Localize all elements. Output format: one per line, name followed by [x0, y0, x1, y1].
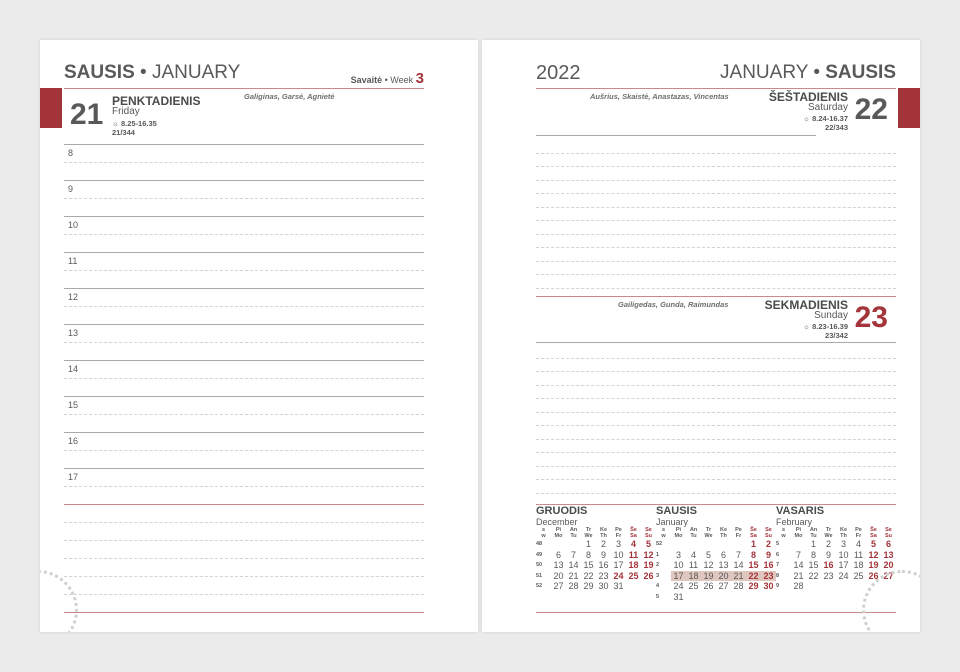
date-cell [761, 592, 776, 603]
date-cell: 14 [733, 560, 744, 570]
right-page [482, 40, 920, 632]
date-cell: 19 [701, 571, 716, 582]
date-cell: 6 [555, 549, 561, 560]
weekday-header: Tu [690, 532, 697, 539]
date-cell [791, 539, 806, 550]
year: 2022 [536, 62, 581, 84]
hour-label: 14 [68, 364, 79, 374]
date-cell: 5 [705, 549, 711, 560]
date-cell: 19 [868, 560, 879, 570]
half-hour-rule [64, 378, 424, 379]
date-cell: 25 [628, 570, 639, 581]
week-number-cell: 5 [776, 541, 780, 547]
half-hour-rule [64, 234, 424, 235]
hour-label: 9 [68, 184, 74, 194]
date-cell [701, 539, 716, 550]
date-cell: 16 [598, 560, 609, 570]
date-cell: 23 [823, 570, 834, 581]
name-days-sun: Gailigedas, Gunda, Raimundas [618, 300, 729, 309]
mini-grid [656, 528, 776, 602]
evening-rule [64, 504, 424, 505]
note-rule [64, 576, 424, 577]
week-number-cell: 48 [536, 541, 543, 547]
day-name-en-sun: Sunday [814, 310, 848, 321]
bottom-rule [536, 612, 896, 613]
note-rule [536, 385, 896, 386]
note-rule [536, 493, 896, 494]
hour-rule [64, 360, 424, 361]
note-rule [536, 220, 896, 221]
note-rule [536, 261, 896, 262]
weekday-header: s [661, 527, 666, 533]
half-hour-rule [64, 306, 424, 307]
mini-month-lt: SAUSIS [656, 505, 697, 517]
note-rule [536, 274, 896, 275]
hour-label: 17 [68, 472, 79, 482]
day-rule [536, 135, 816, 136]
weekday-header: Mo [794, 532, 803, 539]
weekday-header: Tu [810, 532, 817, 539]
date-cell: 28 [568, 581, 579, 591]
date-cell: 8 [750, 549, 756, 560]
weekday-header: Pi [675, 527, 682, 533]
weekday-header: Se [885, 527, 892, 533]
week-label [351, 70, 424, 87]
date-cell: 7 [570, 549, 576, 560]
date-cell: 16 [763, 560, 774, 570]
calendar-rule [536, 504, 896, 505]
date-cell: 13 [553, 560, 564, 570]
date-cell: 20 [883, 560, 894, 570]
date-cell: 26 [868, 570, 879, 581]
weekday-header: Ke [719, 527, 728, 533]
date-cell: 22 [808, 570, 819, 581]
note-rule [64, 558, 424, 559]
date-cell [731, 539, 746, 550]
note-rule [536, 398, 896, 399]
date-cell: 15 [583, 560, 594, 570]
date-cell [716, 539, 731, 550]
date-cell: 22 [583, 570, 594, 581]
note-rule [536, 247, 896, 248]
date-cell: 9 [600, 549, 606, 560]
weekday-header: Su [884, 532, 893, 539]
date-cell: 7 [795, 549, 801, 560]
day-name-en-sat: Saturday [807, 102, 848, 113]
week-number-cell: 2 [656, 562, 660, 568]
weekday-header: Pi [555, 527, 562, 533]
weekday-header: An [689, 527, 698, 533]
week-number-cell: 52 [536, 583, 543, 589]
date-cell: 3 [840, 539, 846, 549]
date-cell: 13 [883, 549, 894, 560]
date-cell: 26 [643, 570, 654, 581]
left-page [40, 40, 478, 632]
date-cell: 27 [718, 581, 729, 591]
date-cell: 5 [645, 539, 651, 549]
date-cell: 18 [628, 560, 639, 570]
weekday-header: w [541, 532, 546, 539]
date-cell: 14 [568, 560, 579, 570]
day-name-lt-sat: ŠEŠTADIENIS [768, 90, 848, 104]
weekday-header: Th [720, 532, 727, 539]
weekday-header: Pi [795, 527, 802, 533]
note-rule [64, 594, 424, 595]
note-rule [536, 234, 896, 235]
date-cell [686, 592, 701, 603]
date-cell: 10 [673, 560, 684, 570]
mini-month-en: January [656, 517, 689, 527]
date-cell: 25 [853, 570, 864, 581]
date-cell: 31 [613, 581, 624, 591]
mini-month-en: February [776, 517, 813, 527]
week-sep: • [384, 75, 388, 85]
note-rule [536, 371, 896, 372]
date-cell: 16 [823, 560, 834, 570]
hour-label: 12 [68, 292, 79, 302]
half-hour-rule [64, 162, 424, 163]
hour-rule [64, 324, 424, 325]
half-hour-rule [64, 270, 424, 271]
month-lt: SAUSIS [825, 62, 896, 83]
weekday-header: Mo [674, 532, 683, 539]
date-cell: 17 [671, 571, 686, 582]
half-hour-rule [64, 342, 424, 343]
note-rule [64, 540, 424, 541]
weekday-header: Se [645, 527, 652, 533]
left-month-title [64, 62, 240, 84]
hour-label: 10 [68, 220, 79, 230]
weekday-header: Pe [615, 527, 622, 533]
date-cell: 18 [853, 560, 864, 570]
date-cell: 6 [885, 539, 891, 549]
date-cell [821, 581, 836, 592]
hour-label: 16 [68, 436, 79, 446]
date-cell: 8 [810, 549, 816, 560]
date-cell [551, 539, 566, 550]
week-number-cell: 1 [656, 551, 660, 558]
date-cell: 12 [868, 549, 879, 560]
date-cell: 11 [628, 549, 639, 560]
note-rule [536, 479, 896, 480]
day-number: 21 [70, 98, 104, 131]
date-cell: 13 [718, 560, 729, 570]
right-month-title [720, 62, 896, 84]
hour-label: 15 [68, 400, 79, 410]
date-cell: 3 [615, 539, 621, 549]
weekday-header: An [569, 527, 578, 533]
week-number-cell: 3 [656, 572, 660, 579]
left-page-tab [40, 88, 62, 128]
bottom-rule [64, 612, 424, 613]
mini-calendar-january [656, 506, 776, 602]
note-rule [64, 522, 424, 523]
weekday-header: Th [840, 532, 847, 539]
week-en: Week [390, 75, 414, 85]
note-rule [536, 193, 896, 194]
weekday-header: Še [870, 527, 877, 533]
date-cell: 2 [765, 539, 771, 549]
weekday-header: Pe [855, 527, 862, 533]
date-cell: 6 [720, 549, 726, 560]
date-cell: 4 [855, 539, 861, 549]
weekday-header: Su [644, 532, 653, 539]
date-cell [566, 539, 581, 550]
date-cell: 1 [585, 539, 591, 549]
sunrise-sunset: ☼ 8.25-16.35 [112, 119, 157, 128]
note-rule [536, 412, 896, 413]
weekday-header: s [541, 527, 546, 533]
note-rule [536, 153, 896, 154]
day-name-lt: PENKTADIENIS [112, 94, 201, 108]
note-rule [536, 288, 896, 289]
date-cell: 26 [703, 581, 714, 591]
date-cell: 2 [600, 539, 606, 549]
weekday-header: Sa [630, 532, 637, 539]
note-rule [536, 180, 896, 181]
date-cell: 12 [703, 560, 714, 570]
weekday-header: Se [765, 527, 772, 533]
week-number-cell: 6 [776, 551, 780, 558]
date-cell [731, 592, 746, 603]
date-cell: 9 [825, 549, 831, 560]
note-rule [536, 452, 896, 453]
date-cell: 21 [793, 570, 804, 581]
weekday-header: Tr [705, 527, 712, 533]
day-name-lt-sun: SEKMADIENIS [764, 298, 848, 312]
day-number-sun: 23 [854, 301, 888, 334]
weekday-header: We [584, 532, 593, 539]
date-cell: 1 [810, 539, 816, 549]
half-hour-rule [64, 450, 424, 451]
weekday-header: w [661, 532, 666, 539]
weekday-header: Sa [750, 532, 757, 539]
weekday-header: Ke [599, 527, 608, 533]
name-days-sat: Aušrius, Skaistė, Anastazas, Vincentas [590, 92, 729, 101]
week-number: 3 [415, 70, 424, 87]
date-cell: 20 [553, 570, 564, 581]
bullet: • [813, 62, 820, 83]
sunrise-sunset-sun: ☼ 8.23-16.39 [803, 322, 848, 331]
date-cell [746, 592, 761, 603]
date-cell: 29 [583, 581, 594, 591]
weekday-header: Tr [585, 527, 592, 533]
hour-rule [64, 288, 424, 289]
day-rule [536, 342, 896, 343]
date-cell: 12 [643, 549, 654, 560]
date-cell [716, 592, 731, 603]
hour-label: 8 [68, 148, 74, 158]
weekday-header: Th [600, 532, 607, 539]
date-cell [686, 539, 701, 550]
date-cell: 19 [643, 560, 654, 570]
weekday-header: Ke [839, 527, 848, 533]
date-cell: 10 [838, 549, 849, 560]
date-cell: 1 [750, 539, 756, 549]
date-cell: 3 [675, 549, 681, 560]
mini-month-lt: GRUODIS [536, 505, 588, 517]
date-cell: 24 [673, 581, 684, 591]
weekday-header: Še [630, 527, 637, 533]
date-cell: 17 [838, 560, 849, 570]
weekday-header: s [781, 527, 786, 533]
day-separator [536, 296, 896, 297]
date-cell [701, 592, 716, 603]
date-cell: 7 [735, 549, 741, 560]
weekday-header: An [809, 527, 818, 533]
date-cell: 29 [748, 581, 759, 591]
date-cell: 22 [746, 571, 761, 582]
weekday-header: Fr [735, 532, 742, 539]
date-cell: 30 [763, 581, 774, 591]
date-cell: 21 [568, 570, 579, 581]
week-number-cell: 52 [656, 541, 663, 547]
hour-label: 11 [68, 256, 78, 266]
week-number-cell: 7 [776, 562, 780, 568]
date-cell: 5 [870, 539, 876, 549]
week-number-cell: 51 [536, 572, 543, 579]
hour-label: 13 [68, 328, 79, 338]
date-cell: 30 [598, 581, 609, 591]
date-cell: 23 [761, 571, 776, 582]
note-rule [536, 425, 896, 426]
date-cell: 20 [716, 571, 731, 582]
date-cell: 31 [673, 591, 684, 602]
date-cell: 27 [883, 570, 894, 581]
note-rule [536, 358, 896, 359]
date-cell: 10 [613, 549, 624, 560]
note-rule [536, 207, 896, 208]
date-cell: 21 [731, 571, 746, 582]
weekday-header: Fr [615, 532, 622, 539]
bullet: • [140, 62, 147, 83]
header-rule [64, 88, 424, 89]
date-cell [836, 581, 851, 592]
weekday-header: We [704, 532, 713, 539]
date-cell: 9 [765, 549, 771, 560]
day-of-year: 21/344 [112, 128, 135, 137]
date-cell: 4 [630, 539, 636, 549]
date-cell: 24 [613, 570, 624, 581]
hour-rule [64, 468, 424, 469]
right-page-tab [898, 88, 920, 128]
date-cell [806, 581, 821, 592]
date-cell: 11 [853, 549, 864, 560]
hour-rule [64, 216, 424, 217]
header-rule [536, 88, 896, 89]
date-cell: 15 [748, 560, 759, 570]
weekday-header: Še [750, 527, 757, 533]
date-cell: 15 [808, 560, 819, 570]
date-cell [626, 581, 641, 592]
note-rule [536, 166, 896, 167]
hour-rule [64, 396, 424, 397]
hour-rule [64, 432, 424, 433]
date-cell [851, 581, 866, 592]
week-number-cell: 5 [656, 593, 660, 600]
week-number-cell: 9 [776, 583, 780, 589]
weekday-header: Su [764, 532, 773, 539]
date-cell [671, 539, 686, 550]
date-cell: 4 [690, 549, 696, 560]
half-hour-rule [64, 486, 424, 487]
month-en: JANUARY [151, 62, 241, 83]
day-of-year-sun: 23/342 [825, 331, 848, 340]
sunrise-sunset-sat: ☼ 8.24-16.37 [803, 114, 848, 123]
day-of-year-sat: 22/343 [825, 123, 848, 132]
mini-calendar-december [536, 506, 656, 592]
weekday-header: Tr [825, 527, 832, 533]
page-corner-dots [40, 570, 78, 632]
week-lt: Savaitė [350, 75, 383, 85]
date-cell: 11 [688, 560, 699, 570]
weekday-header: Sa [870, 532, 877, 539]
mini-grid [536, 528, 656, 592]
hour-rule [64, 144, 424, 145]
date-cell: 24 [838, 570, 849, 581]
date-cell: 18 [686, 571, 701, 582]
date-cell: 28 [793, 581, 804, 591]
hour-rule [64, 180, 424, 181]
date-cell: 17 [613, 560, 624, 570]
note-rule [536, 466, 896, 467]
hour-rule [64, 252, 424, 253]
weekday-header: Fr [855, 532, 862, 539]
half-hour-rule [64, 198, 424, 199]
week-number-cell: 49 [536, 551, 543, 558]
day-number-sat: 22 [854, 93, 888, 126]
weekday-header: Mo [554, 532, 563, 539]
date-cell: 8 [585, 549, 591, 560]
date-cell [641, 581, 656, 592]
weekday-header: w [781, 532, 786, 539]
week-number-cell: 4 [656, 583, 660, 589]
half-hour-rule [64, 414, 424, 415]
day-name-en: Friday [112, 106, 140, 117]
date-cell: 25 [688, 581, 699, 591]
date-cell: 14 [793, 560, 804, 570]
note-rule [536, 439, 896, 440]
month-lt: SAUSIS [64, 62, 135, 83]
date-cell: 23 [598, 570, 609, 581]
mini-month-lt: VASARIS [776, 505, 825, 517]
week-number-cell: 50 [536, 562, 543, 568]
date-cell: 27 [553, 581, 564, 591]
weekday-header: Tu [570, 532, 577, 539]
weekday-header: We [824, 532, 833, 539]
date-cell: 2 [825, 539, 831, 549]
mini-month-en: December [536, 517, 578, 527]
name-days: Galiginas, Garsė, Agnietė [244, 92, 335, 101]
date-cell: 28 [733, 581, 744, 591]
week-number-cell: 8 [776, 572, 780, 579]
month-en: JANUARY [720, 62, 809, 83]
weekday-header: Pe [735, 527, 742, 533]
